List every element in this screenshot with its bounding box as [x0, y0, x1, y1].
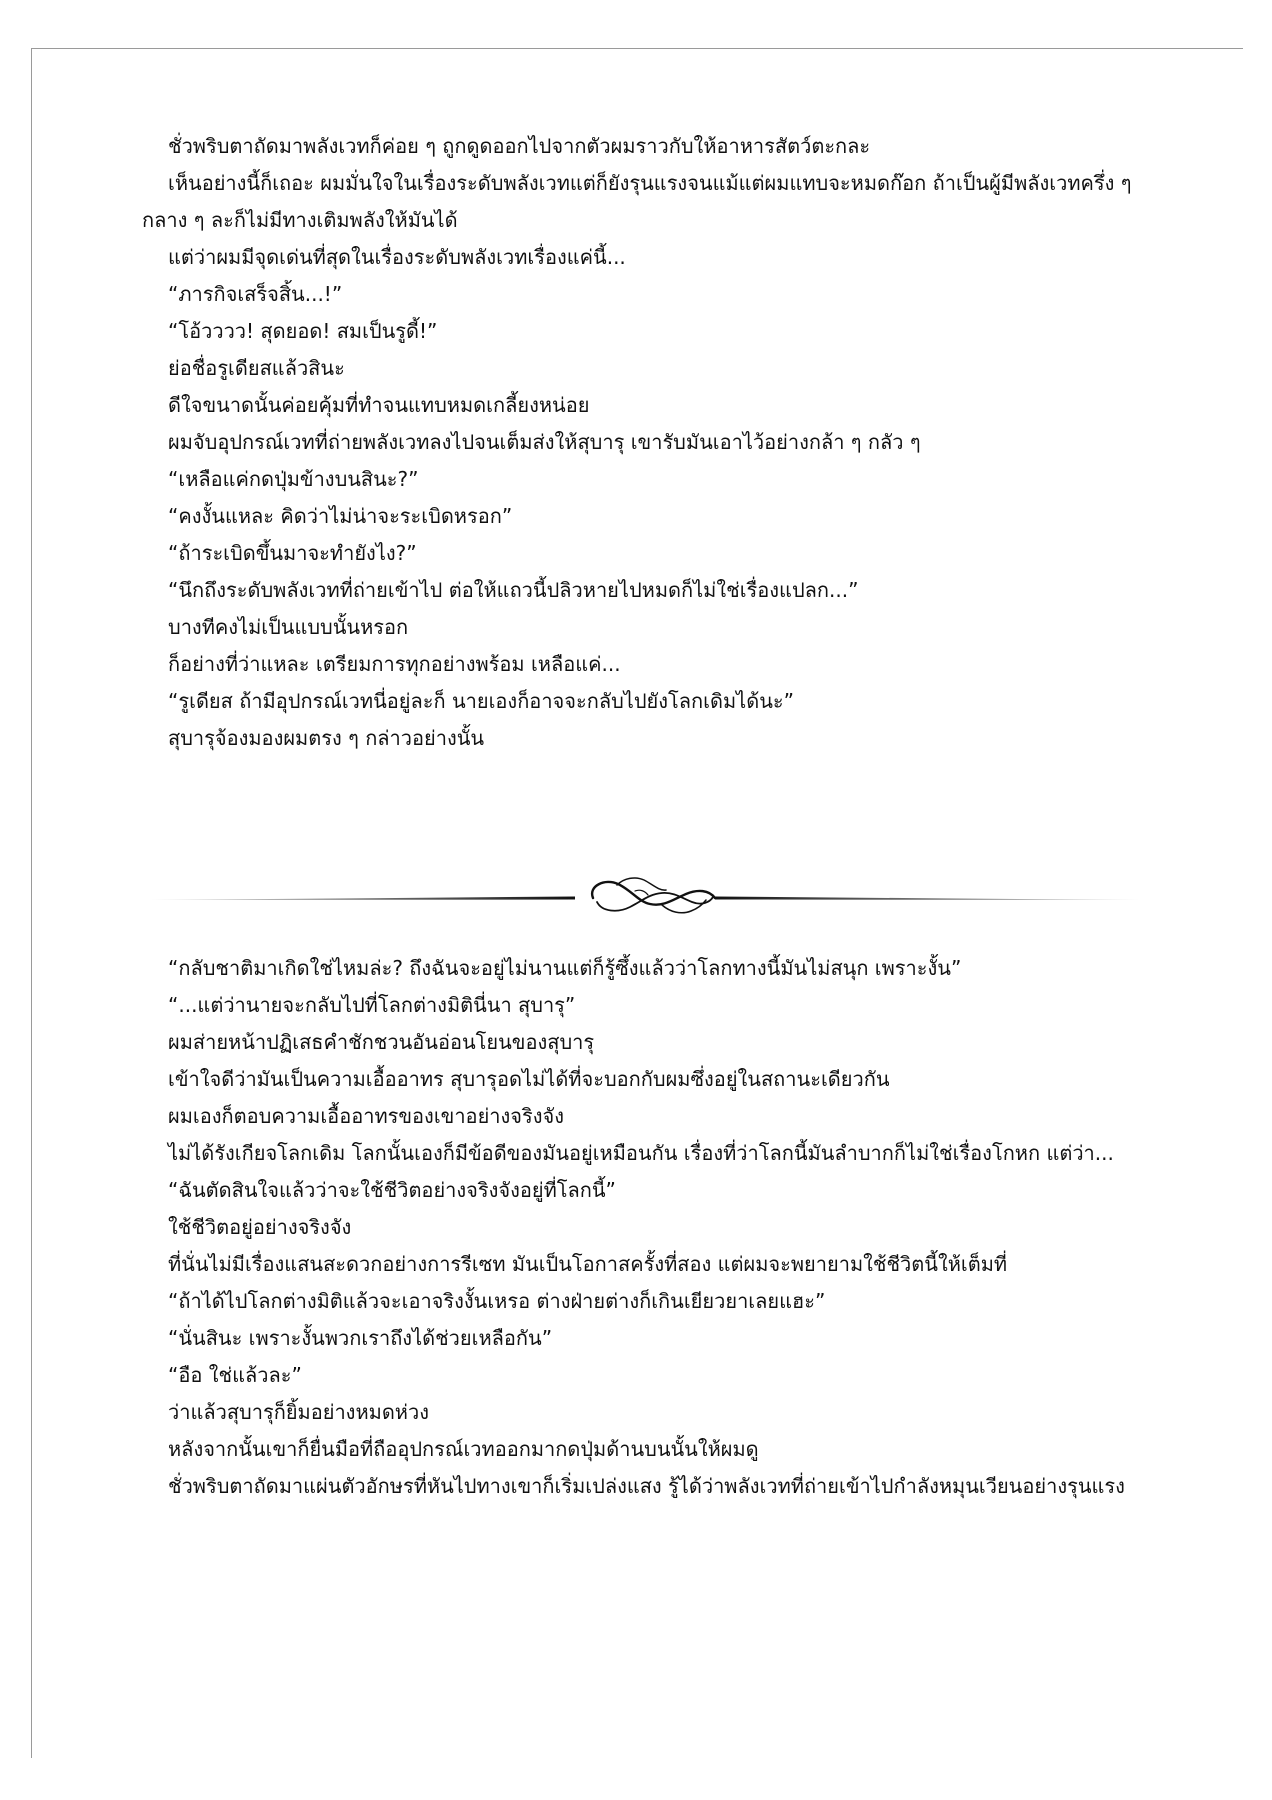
paragraph: “ถ้าได้ไปโลกต่างมิติแล้วจะเอาจริงงั้นเหรอ ต่างฝ่ายต่างก็เกินเยียวยาเลยแฮะ” [168, 1289, 826, 1313]
paragraph: “ถ้าระเบิดขึ้นมาจะทำยังไง?” [168, 541, 417, 565]
paragraph: ดีใจขนาดนั้นค่อยคุ้มที่ทำจนแทบหมดเกลี้ยงหน่อย [168, 393, 590, 417]
paragraph: ว่าแล้วสุบารุก็ยิ้มอย่างหมดห่วง [168, 1400, 429, 1424]
paragraph: ชั่วพริบตาถัดมาพลังเวทก็ค่อย ๆ ถูกดูดออกไปจากตัวผมราวกับให้อาหารสัตว์ตะกละ [168, 134, 871, 158]
paragraph: สุบารุจ้องมองผมตรง ๆ กล่าวอย่างนั้น [168, 726, 485, 750]
paragraph: บางทีคงไม่เป็นแบบนั้นหรอก [168, 615, 409, 639]
paragraph: “โอ้วววว! สุดยอด! สมเป็นรูดี้!” [168, 319, 438, 343]
paragraph: “กลับชาติมาเกิดใช่ไหมล่ะ? ถึงฉันจะอยู่ไม่นานแต่ก็รู้ซึ้งแล้วว่าโลกทางนี้มันไม่สนุก เพราะงั้น” [168, 956, 962, 980]
paragraph: “ฉันตัดสินใจแล้วว่าจะใช้ชีวิตอย่างจริงจังอยู่ที่โลกนี้” [168, 1178, 616, 1202]
paragraph: แต่ว่าผมมีจุดเด่นที่สุดในเรื่องระดับพลังเวทเรื่องแค่นี้... [168, 245, 626, 269]
paragraph: ที่นั่นไม่มีเรื่องแสนสะดวกอย่างการรีเซท มันเป็นโอกาสครั้งที่สอง แต่ผมจะพยายามใช้ชีวิตนี้ให้เต็มที่ [168, 1252, 1008, 1276]
paragraph: ย่อชื่อรูเดียสแล้วสินะ [168, 356, 345, 380]
paragraph: ชั่วพริบตาถัดมาแผ่นตัวอักษรที่หันไปทางเขาก็เริ่มเปล่งแสง รู้ได้ว่าพลังเวทที่ถ่ายเข้าไปกำลังหมุนเวียนอย่างรุนแรง [168, 1474, 1125, 1498]
page-border-left [31, 48, 32, 1758]
paragraph: “รูเดียส ถ้ามีอุปกรณ์เวทนี่อยู่ละก็ นายเองก็อาจจะกลับไปยังโลกเดิมได้นะ” [168, 689, 794, 713]
paragraph: เข้าใจดีว่ามันเป็นความเอื้ออาทร สุบารุอดไม่ได้ที่จะบอกกับผมซึ่งอยู่ในสถานะเดียวกัน [168, 1067, 890, 1091]
paragraph: หลังจากนั้นเขาก็ยื่นมือที่ถืออุปกรณ์เวทออกมากดปุ่มด้านบนนั้นให้ผมดู [168, 1437, 759, 1461]
page-border-top [31, 48, 1243, 49]
ornamental-divider [150, 860, 1140, 930]
text-section-2 [150, 950, 1140, 1505]
paragraph: ผมเองก็ตอบความเอื้ออาทรของเขาอย่างจริงจัง [168, 1104, 564, 1128]
paragraph: “เหลือแค่กดปุ่มข้างบนสินะ?” [168, 467, 419, 491]
paragraph: “...แต่ว่านายจะกลับไปที่โลกต่างมิตินี่นา สุบารุ” [168, 993, 576, 1017]
paragraph: ผมส่ายหน้าปฏิเสธคำชักชวนอันอ่อนโยนของสุบารุ [168, 1030, 595, 1054]
paragraph: ผมจับอุปกรณ์เวทที่ถ่ายพลังเวทลงไปจนเต็มส่งให้สุบารุ เขารับมันเอาไว้อย่างกล้า ๆ กลัว ๆ [168, 430, 921, 454]
paragraph: “อือ ใช่แล้วละ” [168, 1363, 302, 1387]
paragraph: “คงงั้นแหละ คิดว่าไม่น่าจะระเบิดหรอก” [168, 504, 513, 528]
paragraph: ใช้ชีวิตอยู่อย่างจริงจัง [168, 1215, 352, 1239]
text-section-1 [142, 128, 1140, 757]
paragraph: ก็อย่างที่ว่าแหละ เตรียมการทุกอย่างพร้อม เหลือแค่... [168, 652, 621, 676]
paragraph: ไม่ได้รังเกียจโลกเดิม โลกนั้นเองก็มีข้อดีของมันอยู่เหมือนกัน เรื่องที่ว่าโลกนี้มันลำบากก็ไม่ใช่เรื่องโกหก แต่ว่า... [168, 1141, 1114, 1165]
paragraph: เห็นอย่างนี้ก็เถอะ ผมมั่นใจในเรื่องระดับพลังเวทแต่ก็ยังรุนแรงจนแม้แต่ผมแทบจะหมดก๊อก ถ้าเป็นผู้มีพลังเวทครึ่ง ๆ กลาง ๆ ละก็ไม่มีทางเติมพลังให้มันได้ [142, 171, 1132, 232]
paragraph: “ภารกิจเสร็จสิ้น...!” [168, 282, 343, 306]
paragraph: “นึกถึงระดับพลังเวทที่ถ่ายเข้าไป ต่อให้แถวนี้ปลิวหายไปหมดก็ไม่ใช่เรื่องแปลก...” [168, 578, 859, 602]
paragraph: “นั่นสินะ เพราะงั้นพวกเราถึงได้ช่วยเหลือกัน” [168, 1326, 553, 1350]
